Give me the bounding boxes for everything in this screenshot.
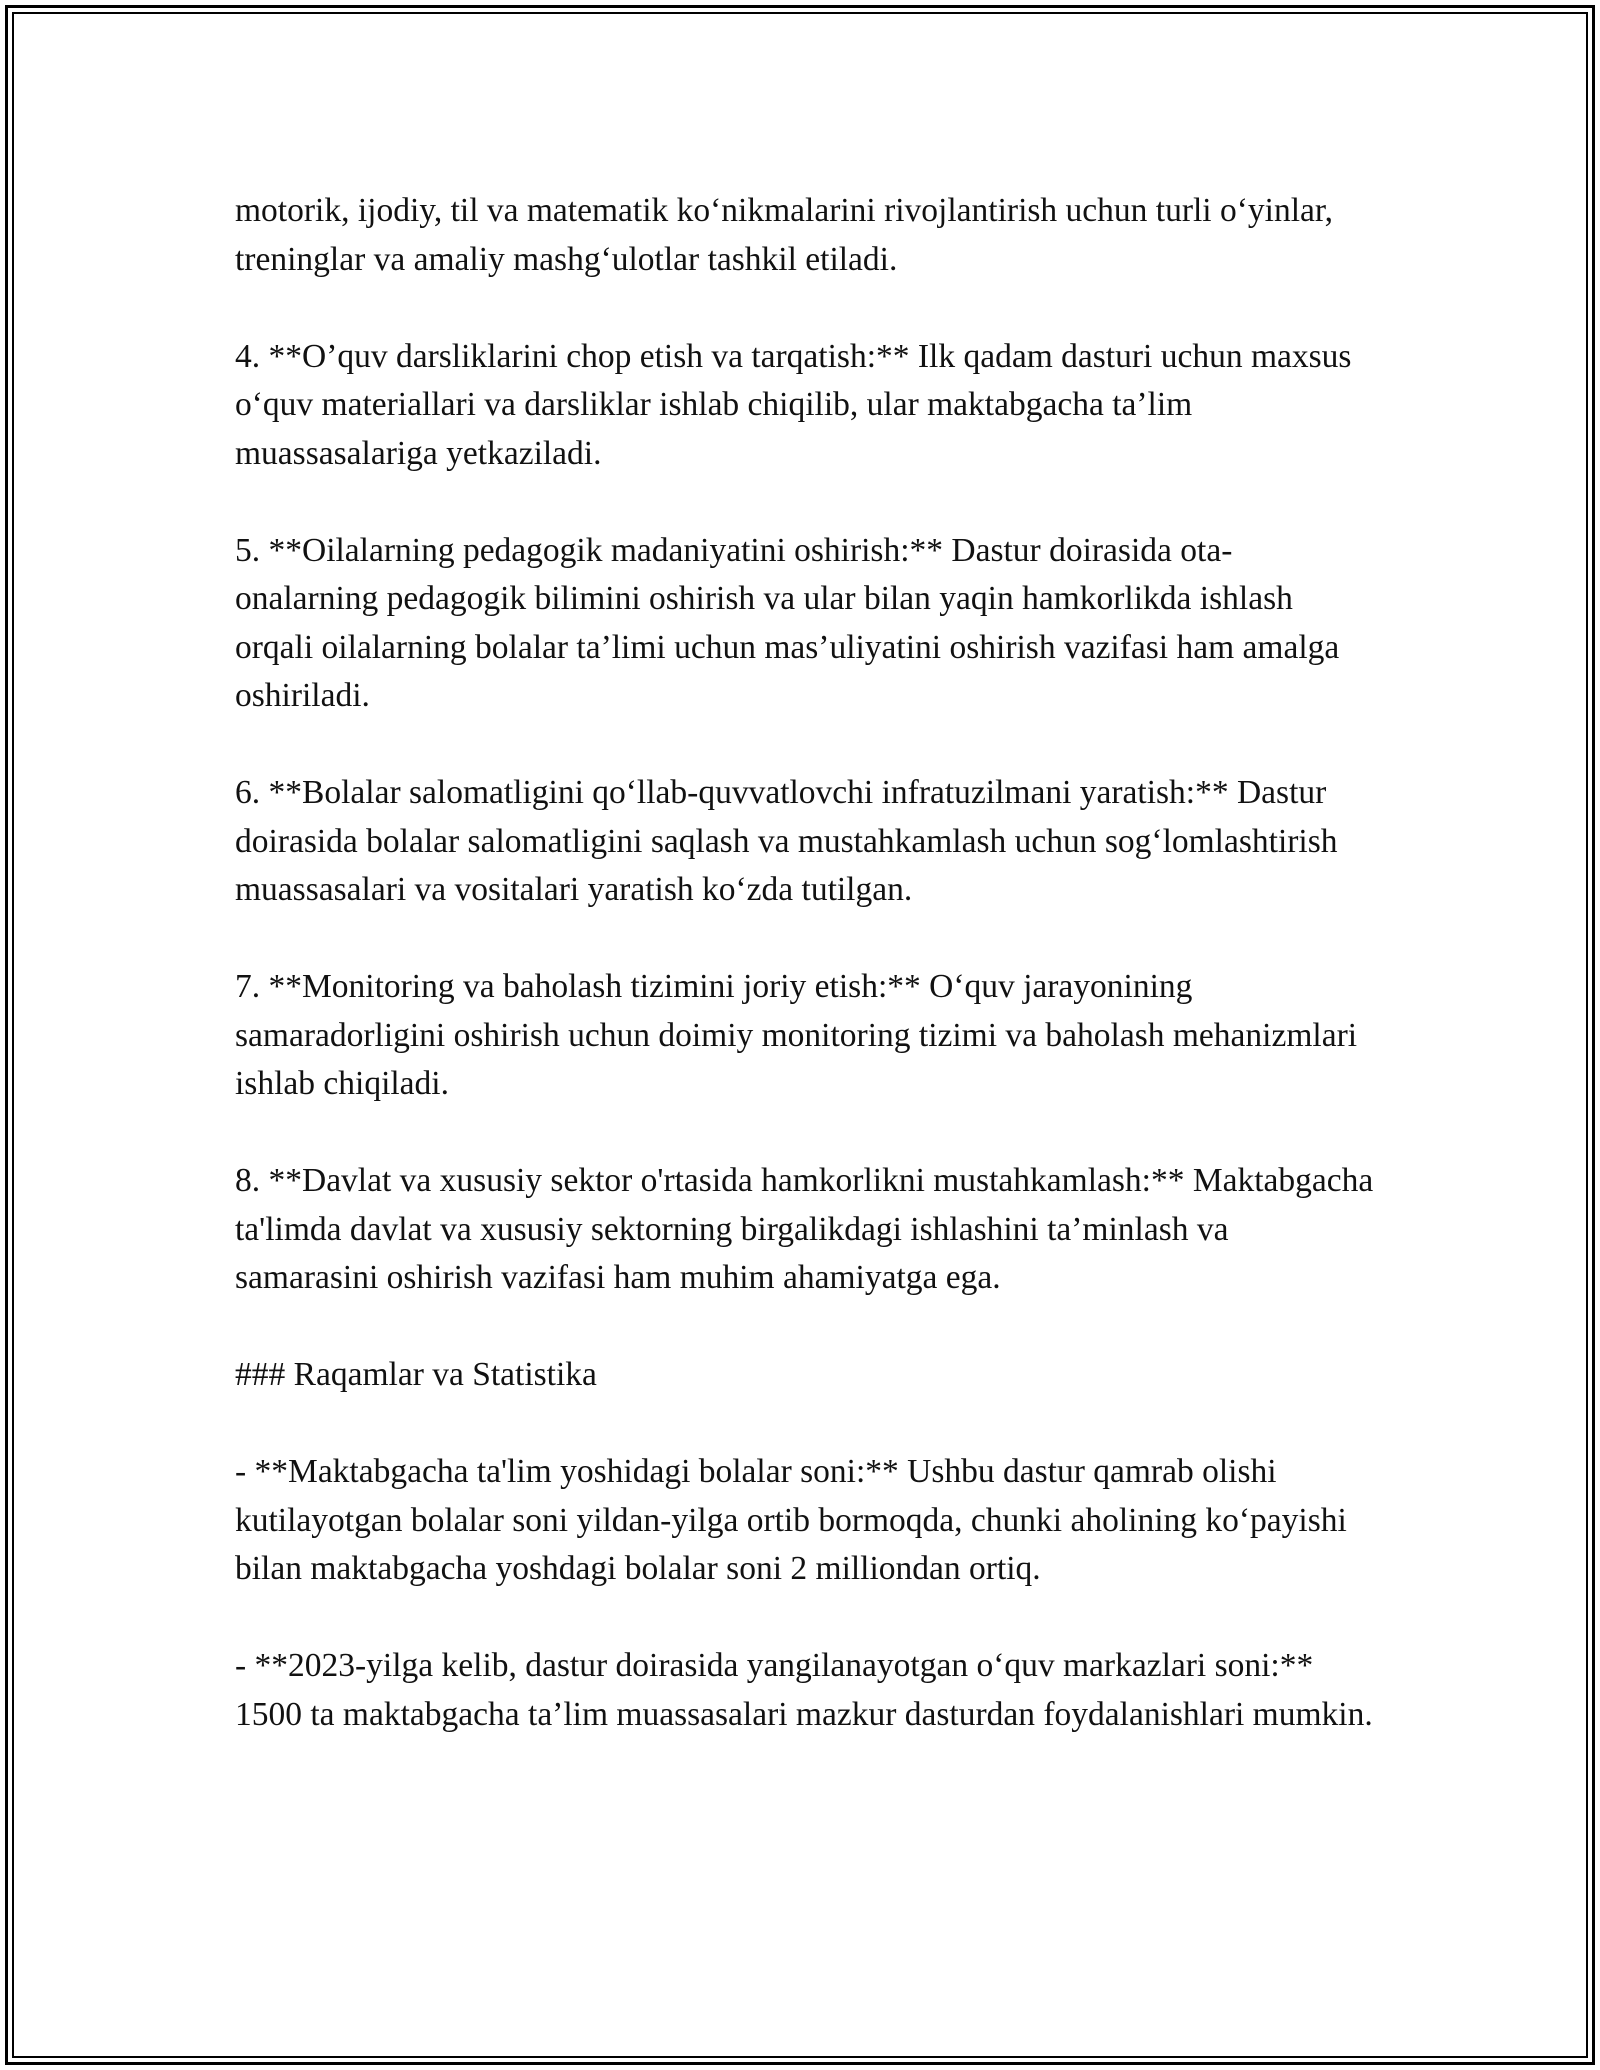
paragraph-continuation: motorik, ijodiy, til va matematik ko‘nikmalarini rivojlantirish uchun turli o‘yinlar, treninglar va amaliy mashg‘ulotlar tashkil etiladi.	[235, 192, 1334, 278]
paragraph-item-6: 6. **Bolalar salomatligini qo‘llab-quvvatlovchi infratuzilmani yaratish:** Dastur doirasida bolalar salomatligini saqlash va mustahkamlash uchun sog‘lomlashtirish muassasalari va vositalari yaratish ko‘zda tutilgan.	[235, 774, 1338, 908]
bullet-centers-count: - **2023-yilga kelib, dastur doirasida yangilanayotgan o‘quv markazlari soni:** 1500 ta maktabgacha ta’lim muassasalari mazkur dasturdan foydalanishlari mumkin.	[235, 1647, 1373, 1733]
paragraph-item-7: 7. **Monitoring va baholash tizimini joriy etish:** O‘quv jarayonining samaradorligini oshirish uchun doimiy monitoring tizimi va baholash mehanizmlari ishlab chiqiladi.	[235, 968, 1358, 1102]
bullet-children-count: - **Maktabgacha ta'lim yoshidagi bolalar soni:** Ushbu dastur qamrab olishi kutilayotgan bolalar soni yildan-yilga ortib bormoqda, chunki aholining ko‘payishi bilan maktabgacha yoshdagi bolalar soni 2 milliondan ortiq.	[235, 1453, 1347, 1587]
document-body	[235, 187, 1375, 1739]
paragraph-item-5: 5. **Oilalarning pedagogik madaniyatini oshirish:** Dastur doirasida ota-onalarning pedagogik bilimini oshirish va ular bilan yaqin hamkorlikda ishlash orqali oilalarning bolalar ta’limi uchun mas’uliyatini oshirish vazifasi ham amalga oshiriladi.	[235, 531, 1340, 714]
paragraph-item-8: 8. **Davlat va xususiy sektor o'rtasida hamkorlikni mustahkamlash:** Maktabgacha ta'limda davlat va xususiy sektorning birgalikdagi ishlashini ta’minlash va samarasini oshirish vazifasi ham muhim ahamiyatga ega.	[235, 1162, 1374, 1296]
section-heading: ### Raqamlar va Statistika	[235, 1356, 597, 1393]
paragraph-item-4: 4. **O’quv darsliklarini chop etish va tarqatish:** Ilk qadam dasturi uchun maxsus o‘quv materiallari va darsliklar ishlab chiqilib, ular maktabgacha ta’lim muassasalariga yetkaziladi.	[235, 337, 1352, 472]
